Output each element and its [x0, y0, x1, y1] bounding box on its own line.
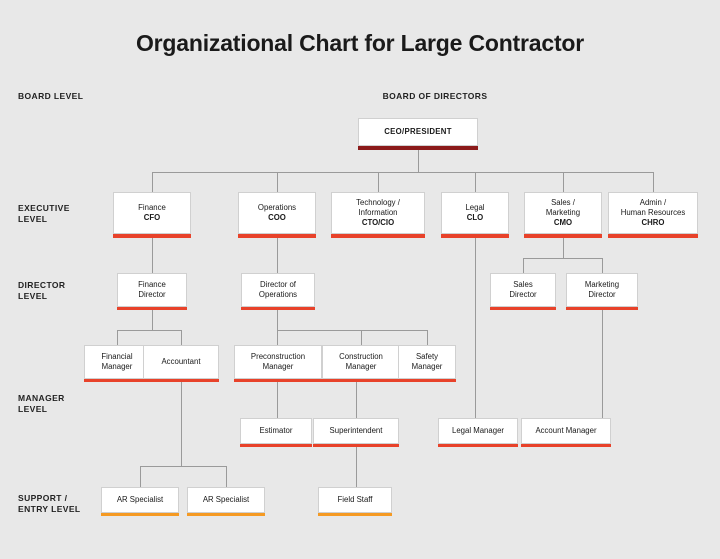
node-finance-director-accent-bar	[117, 307, 187, 310]
node-financial-manager[interactable]	[84, 345, 150, 379]
node-sales-marketing-cmo[interactable]	[524, 192, 602, 234]
conn-sales-down	[563, 238, 564, 258]
conn-precon-to-estimator	[277, 382, 278, 418]
node-preconstruction-manager[interactable]	[234, 345, 322, 379]
conn-operations-to-director	[277, 238, 278, 273]
node-legal-clo[interactable]	[441, 192, 509, 234]
conn-ar-bus	[140, 466, 226, 467]
node-accountant-line1: Accountant	[161, 357, 201, 366]
node-ceo-president[interactable]	[358, 118, 478, 146]
conn-super-to-field	[356, 447, 357, 487]
conn-exec-operations	[277, 172, 278, 192]
node-legal-manager[interactable]	[438, 418, 518, 444]
conn-finance-dir-bus	[117, 330, 181, 331]
conn-precon-up	[277, 330, 278, 345]
conn-ceo-down	[418, 150, 419, 172]
conn-accountant-down	[181, 382, 182, 466]
node-account-manager-line1: Account Manager	[535, 426, 597, 435]
level-label-director-level: DIRECTOR LEVEL	[18, 280, 66, 301]
node-ar-specialist-2-line1: AR Specialist	[202, 495, 250, 504]
node-admin-hr-chro-accent-bar	[608, 234, 698, 238]
node-operations-coo-accent-bar	[238, 234, 316, 238]
node-legal-manager-accent-bar	[438, 444, 518, 447]
conn-ar2-up	[226, 466, 227, 487]
conn-finance-to-director	[152, 238, 153, 273]
node-ar-specialist-1[interactable]	[101, 487, 179, 513]
node-finance-cfo-accent-bar	[113, 234, 191, 238]
node-legal-clo-accent-bar	[441, 234, 509, 238]
board-of-directors-label: BOARD OF DIRECTORS	[382, 91, 488, 101]
node-legal-clo-line1: Legal	[465, 203, 485, 212]
node-field-staff[interactable]	[318, 487, 392, 513]
node-financial-manager-accent-bar	[84, 379, 150, 382]
node-operations-coo-line2: COO	[268, 213, 286, 222]
node-ar-specialist-2-accent-bar	[187, 513, 265, 516]
node-finance-cfo[interactable]	[113, 192, 191, 234]
conn-ar1-up	[140, 466, 141, 487]
node-admin-hr-chro-line2: CHRO	[641, 218, 665, 227]
node-director-of-operations-accent-bar	[241, 307, 315, 310]
node-ar-specialist-2[interactable]	[187, 487, 265, 513]
page-title: Organizational Chart for Large Contractor	[135, 30, 584, 56]
node-superintendent[interactable]	[313, 418, 399, 444]
conn-exec-legal	[475, 172, 476, 192]
conn-financial-manager-up	[117, 330, 118, 345]
conn-ops-dir-bus	[277, 330, 427, 331]
node-operations-coo-line1: Operations	[257, 203, 297, 212]
conn-accountant-up	[181, 330, 182, 345]
node-finance-cfo-line1: Finance	[138, 203, 166, 212]
node-superintendent-accent-bar	[313, 444, 399, 447]
node-preconstruction-manager-line1: Preconstruction Manager	[250, 352, 306, 371]
conn-marketing-director-up	[602, 258, 603, 273]
level-label-support-entry-level: SUPPORT / ENTRY LEVEL	[18, 493, 81, 514]
node-accountant[interactable]	[143, 345, 219, 379]
node-sales-director[interactable]	[490, 273, 556, 307]
conn-legal-to-manager	[475, 238, 476, 420]
node-ar-specialist-1-accent-bar	[101, 513, 179, 516]
conn-exec-bus	[152, 172, 653, 173]
conn-exec-technology	[378, 172, 379, 192]
node-admin-hr-chro[interactable]	[608, 192, 698, 234]
node-technology-cto-cio-accent-bar	[331, 234, 425, 238]
node-financial-manager-line1: Financial Manager	[101, 352, 133, 371]
node-field-staff-line1: Field Staff	[337, 495, 373, 504]
node-sales-director-accent-bar	[490, 307, 556, 310]
node-estimator-accent-bar	[240, 444, 312, 447]
node-finance-director[interactable]	[117, 273, 187, 307]
node-estimator[interactable]	[240, 418, 312, 444]
node-ar-specialist-1-line1: AR Specialist	[116, 495, 164, 504]
conn-exec-finance	[152, 172, 153, 192]
node-sales-marketing-cmo-line1: Sales / Marketing	[545, 198, 581, 217]
node-sales-marketing-cmo-accent-bar	[524, 234, 602, 238]
conn-exec-sales	[563, 172, 564, 192]
level-label-executive-level: EXECUTIVE LEVEL	[18, 203, 70, 224]
node-ceo-president-line1: CEO/PRESIDENT	[384, 127, 452, 136]
level-label-manager-level: MANAGER LEVEL	[18, 393, 65, 414]
node-marketing-director[interactable]	[566, 273, 638, 307]
node-construction-manager-line1: Construction Manager	[339, 352, 383, 371]
level-label-board-level: BOARD LEVEL	[18, 91, 84, 101]
conn-finance-dir-down	[152, 310, 153, 330]
node-safety-manager-accent-bar	[398, 379, 456, 382]
node-account-manager[interactable]	[521, 418, 611, 444]
node-finance-director-line1: Finance Director	[138, 280, 166, 299]
conn-marketing-to-account	[602, 310, 603, 418]
node-director-of-operations-line1: Director of Operations	[258, 280, 298, 299]
node-director-of-operations[interactable]	[241, 273, 315, 307]
node-technology-cto-cio-line1: Technology / Information	[356, 198, 400, 217]
node-estimator-line1: Estimator	[259, 426, 293, 435]
conn-sales-director-up	[523, 258, 524, 273]
conn-exec-admin	[653, 172, 654, 192]
node-legal-manager-line1: Legal Manager	[451, 426, 505, 435]
node-sales-marketing-cmo-line2: CMO	[553, 218, 573, 227]
node-sales-director-line1: Sales Director	[509, 280, 537, 299]
node-technology-cto-cio-line2: CTO/CIO	[361, 218, 395, 227]
conn-ops-dir-down	[277, 310, 278, 330]
node-ceo-president-accent-bar	[358, 146, 478, 150]
node-superintendent-line1: Superintendent	[329, 426, 383, 435]
node-accountant-accent-bar	[143, 379, 219, 382]
node-safety-manager-line1: Safety Manager	[411, 352, 443, 371]
node-marketing-director-line1: Marketing Director	[584, 280, 620, 299]
conn-constr-to-super	[356, 382, 357, 418]
node-account-manager-accent-bar	[521, 444, 611, 447]
node-safety-manager[interactable]	[398, 345, 456, 379]
node-operations-coo[interactable]	[238, 192, 316, 234]
conn-safety-up	[427, 330, 428, 345]
node-admin-hr-chro-line1: Admin / Human Resources	[620, 198, 686, 217]
node-preconstruction-manager-accent-bar	[234, 379, 322, 382]
node-construction-manager-accent-bar	[322, 379, 400, 382]
node-construction-manager[interactable]	[322, 345, 400, 379]
node-field-staff-accent-bar	[318, 513, 392, 516]
conn-sales-bus	[523, 258, 603, 259]
conn-constr-up	[361, 330, 362, 345]
node-finance-cfo-line2: CFO	[143, 213, 161, 222]
node-legal-clo-line2: CLO	[466, 213, 484, 222]
node-marketing-director-accent-bar	[566, 307, 638, 310]
node-technology-cto-cio[interactable]	[331, 192, 425, 234]
